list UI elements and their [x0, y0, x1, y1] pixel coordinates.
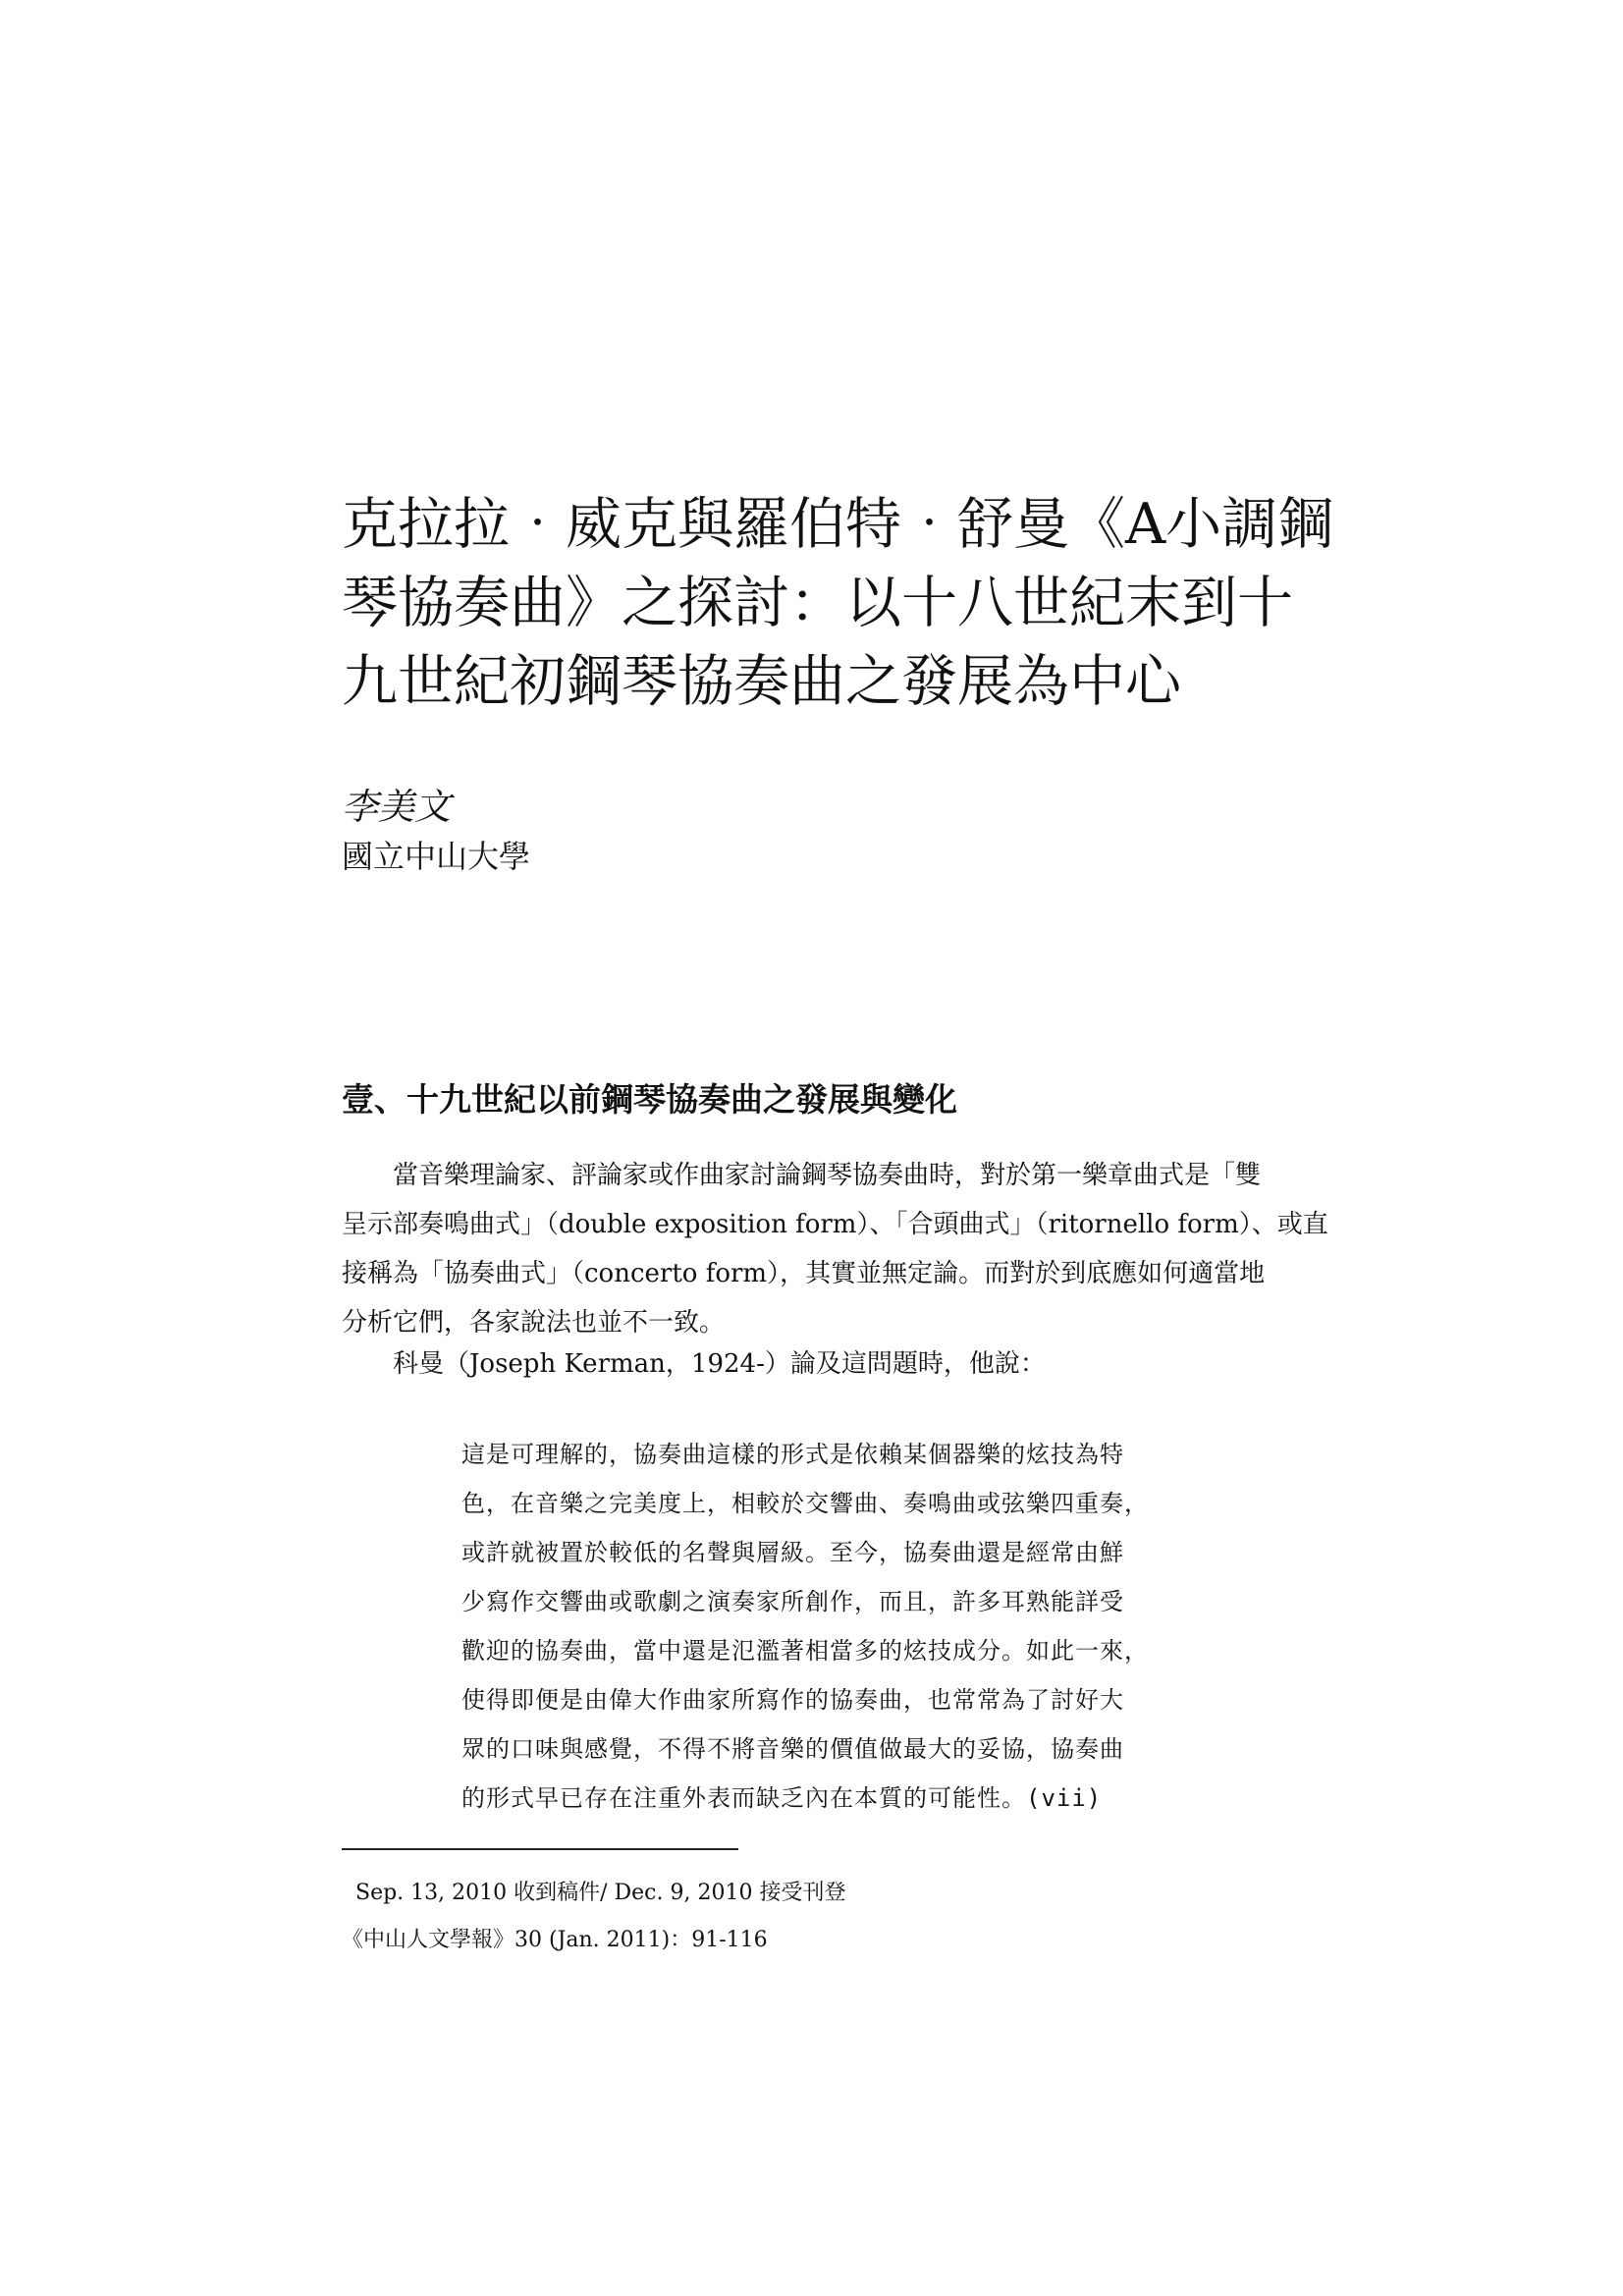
footnote-journal-citation: 《中山人文學報》30 (Jan. 2011)：91-116: [342, 1928, 768, 1952]
block-quote: [461, 1430, 1227, 1823]
author-name: 李美文: [342, 786, 451, 828]
quote-line-6: 使得即便是由偉大作曲家所寫作的協奏曲，也常常為了討好大: [461, 1686, 1124, 1714]
paragraph-1-line-3: 接稱為「協奏曲式」（concerto form），其實並無定論。而對於到底應如何適當地: [342, 1259, 1266, 1288]
author-affiliation: 國立中山大學: [342, 838, 531, 875]
quote-line-4: 少寫作交響曲或歌劇之演奏家所創作，而且，許多耳熟能詳受: [461, 1588, 1124, 1615]
quote-line-3: 或許就被置於較低的名聲與層級。至今，協奏曲還是經常由鮮: [461, 1539, 1124, 1566]
paragraph-1-line-2: 呈示部奏鳴曲式」（double exposition form）、「合頭曲式」（ritornello form）、或直: [342, 1210, 1328, 1239]
title-line-3: 九世紀初鋼琴協奏曲之發展為中心: [342, 649, 1181, 714]
title-line-1: 克拉拉‧威克與羅伯特‧舒曼《A小調鋼: [342, 492, 1334, 557]
title-line-2: 琴協奏曲》之探討：以十八世紀末到十: [342, 571, 1293, 635]
paper-title: [342, 485, 1334, 721]
quote-line-1: 這是可理解的，協奏曲這樣的形式是依賴某個器樂的炫技為特: [461, 1441, 1124, 1468]
quote-line-7: 眾的口味與感覺，不得不將音樂的價值做最大的妥協，協奏曲: [461, 1735, 1124, 1763]
footnote-divider: [342, 1848, 738, 1850]
quote-line-5: 歡迎的協奏曲，當中還是氾濫著相當多的炫技成分。如此一來，: [461, 1637, 1149, 1665]
section-heading: 壹、十九世紀以前鋼琴協奏曲之發展與變化: [342, 1080, 957, 1119]
paragraph-1: [342, 1151, 1328, 1347]
paragraph-1-line-4: 分析它們，各家說法也並不一致。: [342, 1308, 726, 1338]
paragraph-2: [342, 1339, 1290, 1389]
paragraph-1-line-1: 當音樂理論家、評論家或作曲家討論鋼琴協奏曲時，對於第一樂章曲式是「雙: [342, 1161, 1262, 1190]
footnote-received-date: Sep. 13, 2010 收到稿件/ Dec. 9, 2010 接受刊登: [355, 1881, 846, 1905]
quote-line-8: 的形式早已存在注重外表而缺乏內在本質的可能性。(vii): [461, 1784, 1103, 1812]
quote-line-2: 色，在音樂之完美度上，相較於交響曲、奏鳴曲或弦樂四重奏，: [461, 1490, 1149, 1517]
paragraph-2-line-1: 科曼（Joseph Kerman，1924-）論及這問題時，他說：: [342, 1349, 1046, 1379]
